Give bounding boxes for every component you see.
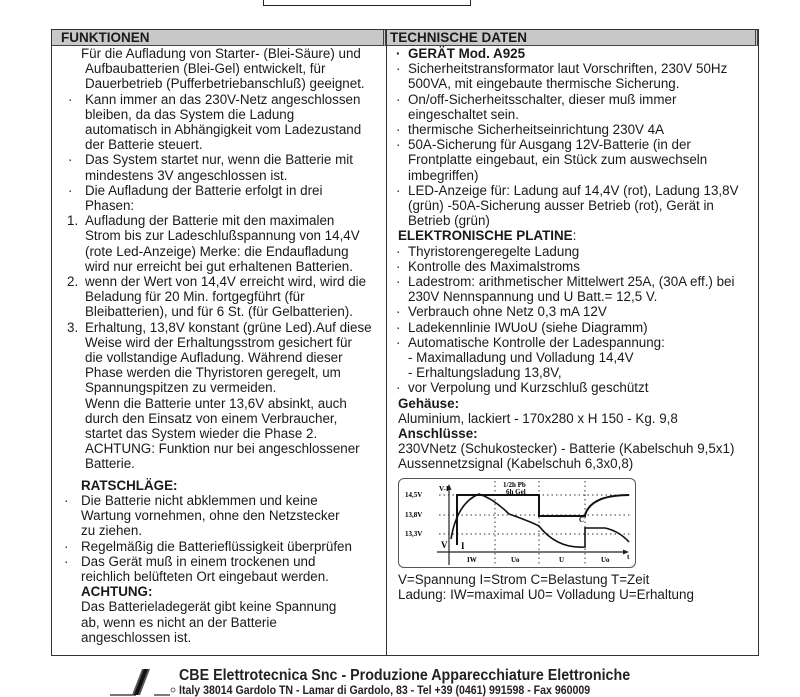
spec-bullet bbox=[387, 61, 758, 91]
phase-line: durch den Einsatz von einem Verbraucher, bbox=[85, 410, 338, 426]
board-bullet bbox=[387, 259, 758, 274]
board-bullet bbox=[387, 335, 758, 381]
bullet-icon: · bbox=[396, 380, 401, 396]
bullet-line: automatisch in Abhängigkeit vom Ladezustand bbox=[85, 122, 362, 138]
intro-line: Aufbaubatterien (Blei-Gel) entwickelt, für bbox=[85, 61, 326, 77]
function-bullet bbox=[52, 152, 386, 182]
bullet-icon: · bbox=[396, 122, 401, 138]
phase-line: Beladung für 20 Min. fortgegführt (für bbox=[85, 289, 305, 305]
housing-heading: Gehäuse: bbox=[398, 395, 460, 411]
advice-bullet bbox=[52, 554, 386, 584]
board-line: vor Verpolung und Kurzschluß geschützt bbox=[408, 380, 649, 396]
spec-line: (grün) -50A-Sicherung ausser Betrieb (rot), Gerät in bbox=[408, 198, 714, 214]
spec-line: On/off-Sicherheitsschalter, dieser muß immer bbox=[408, 91, 677, 107]
diagram-legend: Ladung: IW=maximal U0= Volladung U=Erhaltung bbox=[398, 586, 694, 602]
board-line: Automatische Kontrolle der Ladespannung: bbox=[408, 334, 665, 350]
bullet-icon: · bbox=[64, 553, 69, 569]
bullet-icon: · bbox=[68, 152, 73, 168]
board-line: Kontrolle des Maximalstroms bbox=[408, 258, 580, 274]
device-model: GERÄT Mod. A925 bbox=[408, 46, 526, 61]
bullet-icon: · bbox=[396, 46, 401, 61]
intro-line: Für die Aufladung von Starter- (Blei-Säure) und bbox=[81, 46, 361, 61]
board-line: - Erhaltungsladung 13,8V, bbox=[408, 365, 562, 381]
spec-line: thermische Sicherheitseinrichtung 230V 4A bbox=[408, 122, 665, 138]
bullet-icon: · bbox=[396, 258, 401, 274]
advice-bullet bbox=[52, 539, 386, 554]
time-label: t bbox=[627, 552, 630, 561]
phase-line: Aufladung der Batterie mit den maximalen bbox=[85, 213, 335, 229]
board-line: Verbrauch ohne Netz 0,3 mA 12V bbox=[408, 304, 607, 320]
bullet-line: Kann immer an das 230V-Netz angeschlossen bbox=[85, 91, 361, 107]
board-bullet bbox=[387, 320, 758, 335]
phase-item bbox=[52, 320, 386, 472]
connections-heading: Anschlüsse: bbox=[398, 426, 478, 442]
advice-heading: RATSCHLÄGE: bbox=[81, 477, 178, 493]
spec-bullet bbox=[387, 122, 758, 137]
phase-label: Uo bbox=[601, 555, 610, 564]
bullet-icon: · bbox=[396, 304, 401, 320]
bullet-line: bleiben, da das System die Ladung bbox=[85, 106, 295, 122]
board-heading-text: ELEKTRONISCHE PLATINE bbox=[398, 228, 573, 244]
advice-line: Regelmäßig die Batterieflüssigkeit überprüfen bbox=[81, 538, 352, 554]
company-logo-icon bbox=[96, 665, 176, 697]
phase-line: Bleibatterien), und für 6 St. (für Gelbatterien). bbox=[85, 304, 353, 320]
phase-label: U bbox=[559, 555, 565, 564]
phase-label: IW bbox=[467, 555, 477, 564]
bullet-icon: · bbox=[68, 91, 73, 107]
spec-line: imbegriffen) bbox=[408, 167, 479, 183]
bullet-line: der Batterie steuert. bbox=[85, 137, 203, 153]
voltage-curve bbox=[457, 495, 629, 545]
diagram-legend: V=Spannung I=Strom C=Belastung T=Zeit bbox=[398, 571, 650, 587]
charging-curve-diagram bbox=[398, 478, 636, 568]
connections-line: 230VNetz (Schukostecker) - Batterie (Kabelschuh 9,5x1) bbox=[398, 441, 735, 457]
housing-value: Aluminium, lackiert - 170x280 x H 150 - Kg. 9,8 bbox=[398, 410, 678, 426]
functions-panel bbox=[51, 29, 387, 656]
board-bullet bbox=[387, 274, 758, 304]
phase-line: (rote Led-Anzeige) Merke: die Endaufladung bbox=[85, 243, 349, 259]
connections-line: Aussennetzsignal (Kabelschuh 6,3x0,8) bbox=[398, 456, 634, 472]
bullet-line: Das System startet nur, wenn die Batterie mit bbox=[85, 152, 353, 168]
phase-line: Spannungspitzen zu vermeiden. bbox=[85, 380, 277, 396]
curve-label-v: V bbox=[441, 539, 448, 550]
board-line: - Maximalladung und Volladung 14,4V bbox=[408, 350, 634, 366]
function-bullet bbox=[52, 92, 386, 153]
bullet-icon: · bbox=[396, 319, 401, 335]
phase-label: Uo bbox=[511, 555, 520, 564]
bullet-line: mindestens 3V angeschlossen ist. bbox=[85, 167, 288, 183]
phase-line: Erhaltung, 13,8V konstant (grüne Led).Auf diese bbox=[85, 319, 372, 335]
warning-line: Das Batterieladegerät gibt keine Spannung bbox=[81, 599, 337, 615]
warning-heading: ACHTUNG: bbox=[81, 584, 153, 600]
board-bullet bbox=[387, 304, 758, 319]
phase-line: ACHTUNG: Funktion nur bei angeschlossener bbox=[85, 441, 360, 457]
advice-line: zu ziehen. bbox=[81, 523, 143, 539]
charging-curve-svg bbox=[399, 479, 635, 567]
spec-line: eingeschaltet sein. bbox=[408, 106, 519, 122]
board-line: Ladekennlinie IWUoU (siehe Diagramm) bbox=[408, 319, 648, 335]
bullet-icon: · bbox=[396, 182, 401, 198]
board-bullet bbox=[387, 244, 758, 259]
phase-line: Phase werden die Thyristoren geregelt, um bbox=[85, 365, 341, 381]
board-heading-colon: : bbox=[572, 228, 577, 244]
advice-bullet bbox=[52, 493, 386, 539]
advice-line: reichlich belüfteten Ort eingebaut werden. bbox=[81, 568, 329, 584]
top-note: 6h Gel bbox=[506, 487, 526, 496]
bullet-icon: · bbox=[396, 91, 401, 107]
bullet-icon: · bbox=[396, 243, 401, 259]
curve-label-i: I bbox=[461, 540, 465, 551]
bullet-icon: · bbox=[64, 538, 69, 554]
phase-line: Wenn die Batterie unter 13,6V absinkt, auch bbox=[85, 395, 347, 411]
axis-label: V-I bbox=[439, 484, 449, 493]
company-footer bbox=[70, 659, 790, 697]
advice-line: Wartung vornehmen, ohne den Netzstecker bbox=[81, 508, 340, 524]
bullet-line: Die Aufladung der Batterie erfolgt in drei bbox=[85, 182, 323, 198]
bullet-icon: · bbox=[396, 61, 401, 77]
company-address: Italy 38014 Gardolo TN - Lamar di Gardolo, 83 - Tel +39 (0461) 991598 - Fax 960009 bbox=[179, 685, 591, 697]
spec-bullet bbox=[387, 137, 758, 183]
phase-line: wird nur erreicht bei gut erhaltenen Batterien. bbox=[85, 258, 353, 274]
board-line: 230V Nennspannung und U Batt.= 12,5 V. bbox=[408, 289, 658, 305]
advice-line: Das Gerät muß in einem trockenen und bbox=[81, 553, 316, 569]
phase-line: Weise wird der Erhaltungsstrom gesichert für bbox=[85, 334, 352, 350]
level-label: 13,3V bbox=[405, 529, 423, 538]
phase-line: startet das System wieder die Phase 2. bbox=[85, 426, 318, 442]
spec-line: Sicherheitstransformator laut Vorschriften, 230V 50Hz bbox=[408, 61, 728, 77]
technical-data-heading: TECHNISCHE DATEN bbox=[387, 30, 758, 46]
phase-number: 1. bbox=[67, 213, 79, 229]
spec-bullet bbox=[387, 46, 758, 61]
phase-line: wenn der Wert von 14,4V erreicht wird, wird die bbox=[85, 274, 367, 290]
advice-line: Die Batterie nicht abklemmen und keine bbox=[81, 492, 318, 508]
warning-line: ab, wenn es nicht an der Batterie bbox=[81, 614, 277, 630]
phase-number: 3. bbox=[67, 319, 79, 335]
curve-label-c: C bbox=[579, 515, 585, 524]
top-note: 1/2h Pb bbox=[503, 480, 526, 489]
phase-line: Batterie. bbox=[85, 456, 135, 472]
top-frame bbox=[263, 0, 471, 6]
technical-data-panel bbox=[386, 29, 759, 656]
bullet-icon: · bbox=[396, 274, 401, 290]
phase-line: die vollstandige Aufladung. Während dieser bbox=[85, 350, 343, 366]
spec-bullet bbox=[387, 183, 758, 229]
bullet-icon: · bbox=[396, 137, 401, 153]
phase-line: Strom bis zur Ladeschlußspannung von 14,4V bbox=[85, 228, 360, 244]
intro-line: Dauerbetrieb (Pufferbetriebanschluß) geeignet. bbox=[85, 76, 365, 92]
spec-line: 50A-Sicherung für Ausgang 12V-Batterie (in der bbox=[408, 137, 691, 153]
bullet-icon: · bbox=[64, 492, 69, 508]
company-name: CBE Elettrotecnica Snc - Produzione Apparecchiature Elettroniche bbox=[179, 667, 631, 684]
phase-item bbox=[52, 213, 386, 274]
bullet-icon: · bbox=[396, 334, 401, 350]
spec-line: 500VA, mit eingebaute thermische Sicherung. bbox=[408, 76, 680, 92]
spec-line: LED-Anzeige für: Ladung auf 14,4V (rot), Ladung 13,8V bbox=[408, 182, 739, 198]
phase-number: 2. bbox=[67, 274, 79, 290]
level-label: 13,8V bbox=[405, 510, 423, 519]
warning-line: angeschlossen ist. bbox=[81, 629, 192, 645]
bullet-icon: · bbox=[68, 182, 73, 198]
board-heading bbox=[387, 228, 758, 243]
board-line: Thyristorengeregelte Ladung bbox=[408, 243, 580, 259]
functions-heading: FUNKTIONEN bbox=[52, 30, 386, 46]
spec-line: Frontplatte eingebaut, ein Stück zum auswechseln bbox=[408, 152, 708, 168]
spec-bullet bbox=[387, 92, 758, 122]
board-line: Ladestrom: arithmetischer Mittelwert 25A, (30A eff.) bei bbox=[408, 274, 735, 290]
function-bullet bbox=[52, 183, 386, 213]
spec-line: Betrieb (grün) bbox=[408, 213, 490, 229]
level-label: 14,5V bbox=[405, 490, 423, 499]
board-bullet bbox=[387, 380, 758, 395]
bullet-line: Phasen: bbox=[85, 198, 135, 214]
phase-item bbox=[52, 274, 386, 320]
